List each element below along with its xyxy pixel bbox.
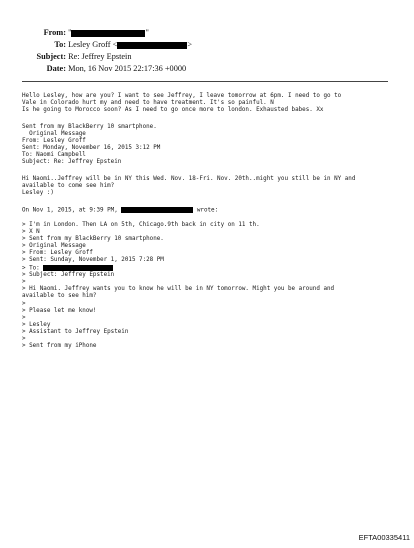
text-line: > Subject: Jeffrey Epstein xyxy=(22,272,115,279)
text-line: > xyxy=(22,300,26,307)
subject-label: Subject: xyxy=(36,52,66,61)
date-label: Date: xyxy=(46,64,66,73)
to-prefix: > To: xyxy=(22,265,40,272)
text-line: > Assistant to Jeffrey Epstein xyxy=(22,328,129,335)
text-line: > xyxy=(22,336,26,342)
text-line: Is he going to Morocco soon? As I need to go once more to london. Exhausted babes. Xx xyxy=(22,107,324,114)
text-line: Sent: Monday, November 16, 2015 3:12 PM xyxy=(22,145,161,152)
text-line: > xyxy=(22,314,26,321)
to-suffix: > xyxy=(187,40,192,49)
text-line: Sent from my BlackBerry 10 smartphone. xyxy=(22,124,157,130)
to-label: To: xyxy=(54,40,66,49)
text-line: available to come see him? xyxy=(22,183,115,190)
on-date: On Nov 1, 2015, at 9:39 PM, xyxy=(22,207,118,214)
text-line: Hi Naomi..Jeffrey will be in NY this Wed. Nov. 18-Fri. Nov. 20th..might you still be in NY and xyxy=(22,176,356,182)
text-line: Vale in Colorado hurt my and need to have treatment. It's so painful. N xyxy=(22,100,274,107)
wrote-label: wrote: xyxy=(196,207,219,214)
quoted-block xyxy=(22,222,334,350)
subject-value: Re: Jeffrey Epstein xyxy=(68,52,132,61)
message-paragraph xyxy=(22,93,341,114)
text-line: > I'm in London. Then LA on 5th, Chicago.9th back in city on 11 th. xyxy=(22,222,260,228)
text-line: > xyxy=(22,279,26,286)
header-to xyxy=(30,40,192,50)
text-line: From: Lesley Groff xyxy=(22,138,86,145)
text-line: Lesley :) xyxy=(22,190,54,197)
redaction-box xyxy=(117,42,187,49)
text-line: To: Naomi Campbell xyxy=(22,152,86,159)
text-line: > Please let me know! xyxy=(22,307,97,314)
from-quote-open: " xyxy=(68,28,72,37)
header-date xyxy=(30,64,186,74)
quoted-to-line xyxy=(22,265,334,273)
header-from xyxy=(30,28,149,38)
text-line: > Sent from my BlackBerry 10 smartphone. xyxy=(22,236,164,243)
from-quote-close: " xyxy=(145,28,149,37)
text-line: Subject: Re: Jeffrey Epstein xyxy=(22,159,122,166)
quoted-header xyxy=(22,124,160,167)
text-line: > Sent: Sunday, November 1, 2015 7:28 PM xyxy=(22,257,164,264)
text-line: > Sent from my iPhone xyxy=(22,343,97,350)
redaction-box xyxy=(71,30,145,37)
redaction-box xyxy=(121,207,193,213)
text-line: > Lesley xyxy=(22,321,51,328)
header-divider xyxy=(22,81,388,82)
text-line: > From: Lesley Groff xyxy=(22,250,93,257)
message-paragraph xyxy=(22,176,355,197)
date-value: Mon, 16 Nov 2015 22:17:36 +0000 xyxy=(68,64,187,73)
text-line: > X N xyxy=(22,229,40,236)
header-subject xyxy=(30,52,132,62)
from-label: From: xyxy=(43,28,66,37)
redaction-box xyxy=(43,265,113,271)
reply-attribution xyxy=(22,207,218,215)
to-value: Lesley Groff < xyxy=(68,40,118,49)
text-line: Original Message xyxy=(22,131,86,138)
text-line: > Hi Naomi. Jeffrey wants you to know he will be in NY tomorrow. Might you be around and xyxy=(22,286,335,293)
text-line: > Original Message xyxy=(22,243,86,250)
text-line: available to see him? xyxy=(22,293,97,300)
text-line: Hello Lesley, how are you? I want to see Jeffrey, I leave tomorrow at 6pm. I need to go to xyxy=(22,93,342,99)
document-id: EFTA00335411 xyxy=(358,533,410,542)
